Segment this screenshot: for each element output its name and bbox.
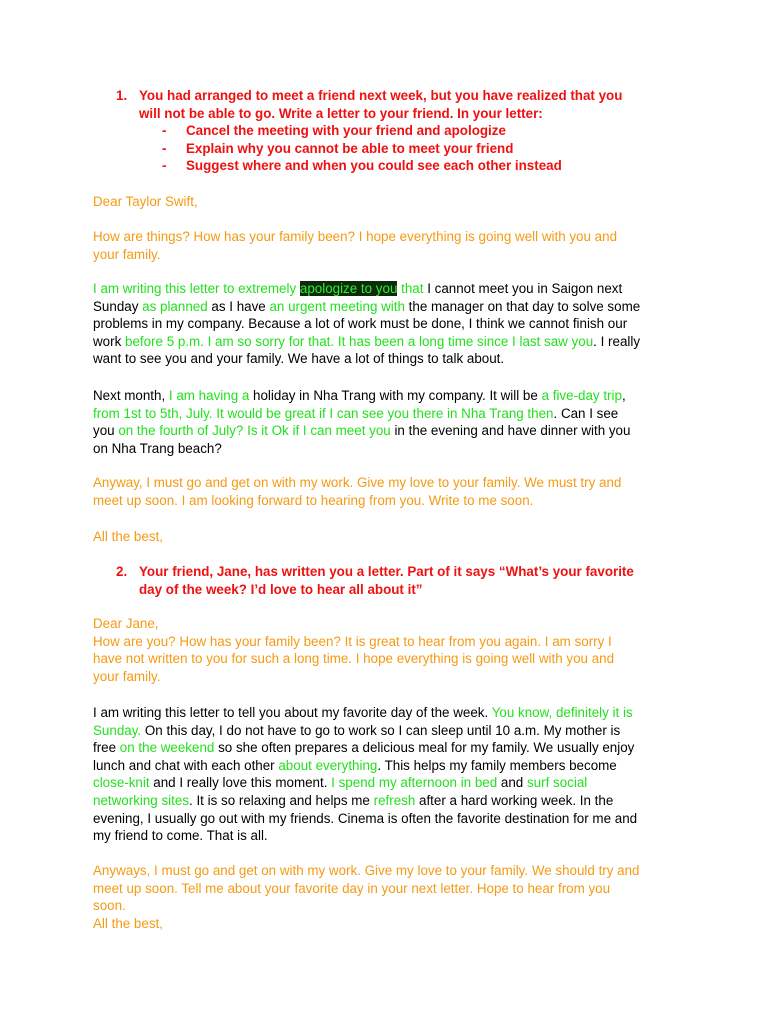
letter1-paragraph1 bbox=[93, 280, 693, 368]
text-segment: Next month, bbox=[93, 388, 169, 403]
letter1-opening-line2: your family. bbox=[93, 246, 161, 262]
letter2-opening-line3: your family. bbox=[93, 668, 161, 684]
text-segment: after a hard working week. In the bbox=[415, 792, 614, 808]
text-segment: You know, definitely it is bbox=[491, 705, 633, 720]
text-segment: On this day, I do not have to go to work so I can sleep until 10 a.m. My mother is bbox=[141, 722, 621, 738]
text-segment: I am having a bbox=[168, 388, 250, 403]
text-line: on Nha Trang beach? bbox=[93, 440, 222, 456]
task1-bullet-1: Cancel the meeting with your friend and apologize bbox=[186, 123, 506, 138]
text-segment: , bbox=[621, 388, 626, 403]
text-segment: . This helps my family members become bbox=[377, 757, 617, 773]
letter2-opening bbox=[93, 615, 693, 685]
letter2-opening-line1: How are you? How has your family been? It is great to hear from you again. I am sorry I bbox=[93, 633, 612, 649]
letter2-closing-line1: Anyways, I must go and get on with my work. Give my love to your family. We should try and bbox=[93, 863, 640, 878]
text-segment: before 5 p.m. I am so sorry for that. It has been a long time since I last saw you bbox=[125, 333, 594, 349]
text-segment: refresh bbox=[373, 792, 416, 808]
text-segment: a five-day trip bbox=[541, 388, 622, 403]
text-segment: . It is so relaxing and helps me bbox=[189, 792, 374, 808]
text-segment: Sunday bbox=[93, 298, 143, 314]
task1-prompt-line1: You had arranged to meet a friend next week, but you have realized that you bbox=[139, 88, 623, 103]
text-line: my friend to come. That is all. bbox=[93, 828, 268, 844]
task2-prompt bbox=[139, 563, 699, 598]
text-segment: . I really bbox=[593, 333, 641, 349]
text-segment: networking sites bbox=[93, 792, 190, 808]
letter1-closing-line2: meet up soon. I am looking forward to hearing from you. Write to me soon. bbox=[93, 492, 534, 508]
text-segment: as planned bbox=[142, 298, 208, 314]
text-segment: that bbox=[397, 281, 424, 296]
letter2-closing bbox=[93, 862, 693, 932]
letter1-signoff: All the best, bbox=[93, 529, 163, 544]
text-segment: I am writing this letter to tell you about my favorite day of the week. bbox=[93, 705, 492, 720]
letter2-paragraph1 bbox=[93, 704, 693, 845]
letter1-greeting: Dear Taylor Swift, bbox=[93, 194, 198, 209]
text-segment: on the weekend bbox=[119, 740, 215, 756]
task1-bullet-2: Explain why you cannot be able to meet your friend bbox=[186, 141, 514, 156]
highlighted-phrase: apologize to you bbox=[299, 281, 398, 296]
text-line: evening, I usually go out with my friends. Cinema is often the favorite destination for me and bbox=[93, 810, 638, 826]
text-segment: from 1st to 5th, July. It would be great if I can see you there in Nha Trang then bbox=[93, 405, 554, 421]
task2-number: 2. bbox=[116, 564, 128, 579]
text-segment: free bbox=[93, 740, 120, 756]
text-line: problems in my company. Because a lot of work must be done, I think we cannot finish our bbox=[93, 316, 628, 332]
text-segment: I cannot meet you in Saigon next bbox=[423, 281, 623, 296]
letter1-closing-line1: Anyway, I must go and get on with my work. Give my love to your family. We must try and bbox=[93, 475, 622, 490]
task1-prompt-line2: will not be able to go. Write a letter to your friend. In your letter: bbox=[139, 105, 543, 121]
letter1-opening-line1: How are things? How has your family been? I hope everything is going well with you and bbox=[93, 229, 618, 244]
text-segment: close-knit bbox=[93, 775, 150, 791]
text-segment: Sunday. bbox=[93, 722, 142, 738]
task1-number: 1. bbox=[116, 88, 128, 103]
text-line: want to see you and your family. We have a lot of things to talk about. bbox=[93, 351, 505, 367]
text-segment: so she often prepares a delicious meal for my family. We usually enjoy bbox=[214, 740, 635, 756]
task1-prompt bbox=[139, 87, 699, 122]
letter1-closing bbox=[93, 474, 693, 509]
task2-prompt-line1: Your friend, Jane, has written you a letter. Part of it says “What’s your favorite bbox=[139, 564, 634, 579]
letter2-closing-line3: soon. bbox=[93, 898, 126, 914]
letter1-paragraph2 bbox=[93, 387, 693, 457]
letter2-greeting: Dear Jane, bbox=[93, 616, 159, 631]
text-segment: in the evening and have dinner with you bbox=[390, 423, 631, 439]
letter2-signoff: All the best, bbox=[93, 915, 163, 931]
text-segment: and I really love this moment. bbox=[149, 775, 332, 791]
letter1-opening bbox=[93, 228, 693, 263]
text-segment: surf social bbox=[526, 775, 588, 791]
text-segment: you bbox=[93, 423, 119, 439]
text-segment: . Can I see bbox=[553, 405, 619, 421]
text-segment: as I have bbox=[207, 298, 270, 314]
task1-bullet-3: Suggest where and when you could see each other instead bbox=[186, 158, 562, 173]
text-segment: the manager on that day to solve some bbox=[404, 298, 641, 314]
bullet-mark: - bbox=[162, 141, 167, 156]
task2-prompt-line2: day of the week? I’d love to hear all about it” bbox=[139, 581, 423, 597]
text-segment: I spend my afternoon in bed bbox=[331, 775, 498, 791]
text-segment: work bbox=[93, 333, 125, 349]
bullet-mark: - bbox=[162, 123, 167, 138]
letter2-opening-line2: have not written to you for such a long time. I hope everything is going well with you and bbox=[93, 651, 615, 667]
letter2-closing-line2: meet up soon. Tell me about your favorite day in your next letter. Hope to hear from you bbox=[93, 880, 611, 896]
text-segment: holiday in Nha Trang with my company. It will be bbox=[249, 388, 542, 403]
text-segment: I am writing this letter to extremely bbox=[93, 281, 300, 296]
bullet-mark: - bbox=[162, 158, 167, 173]
text-segment: lunch and chat with each other bbox=[93, 757, 279, 773]
text-segment: about everything bbox=[278, 757, 378, 773]
text-segment: and bbox=[497, 775, 527, 791]
text-segment: an urgent meeting with bbox=[269, 298, 405, 314]
text-segment: on the fourth of July? Is it Ok if I can meet you bbox=[118, 423, 391, 439]
